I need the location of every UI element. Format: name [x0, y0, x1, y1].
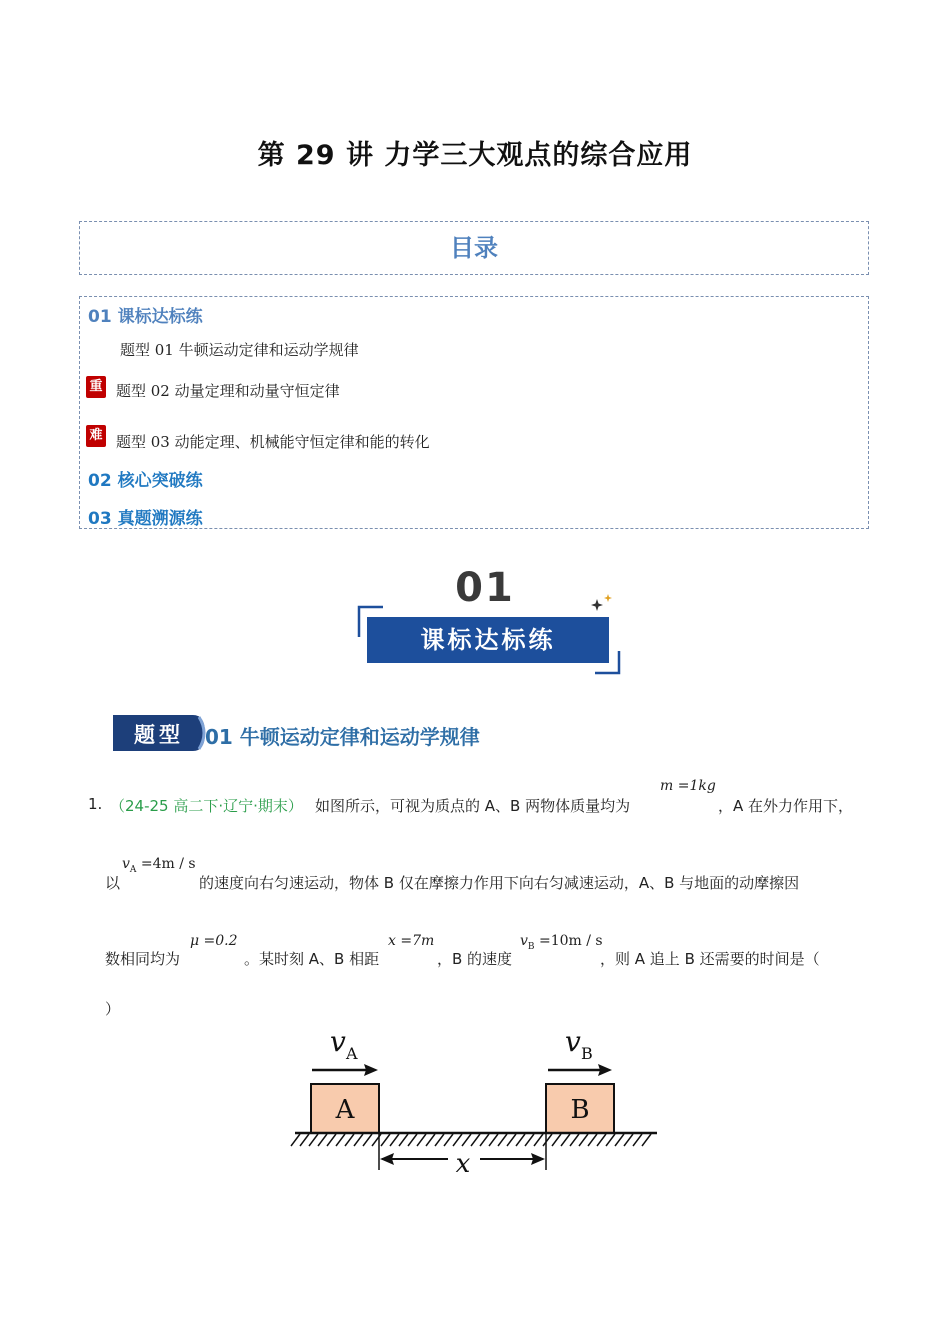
ground-hatch: [327, 1134, 336, 1146]
toc-section-01[interactable]: 01 课标达标练: [88, 307, 203, 327]
ground-hatch: [471, 1134, 480, 1146]
math-mu: [190, 933, 238, 949]
ground-hatch: [480, 1134, 489, 1146]
banner-number: 01: [455, 565, 515, 611]
question-number: 1.: [88, 795, 103, 813]
physics-figure: [290, 1025, 670, 1185]
section-banner: [355, 565, 625, 675]
math-va-value: =4m / s: [136, 856, 196, 872]
ground-hatch: [390, 1134, 399, 1146]
ground-hatch: [363, 1134, 372, 1146]
va-arrow-icon: [312, 1064, 378, 1076]
toc-box: [79, 296, 869, 529]
question-type-header: [113, 713, 613, 753]
vb-label: v: [565, 1025, 581, 1058]
banner-label: 课标达标练: [420, 626, 556, 654]
math-vb-sub: B: [527, 941, 535, 952]
question-line2-a: 以: [105, 874, 121, 892]
ground-hatch: [624, 1134, 633, 1146]
ground-hatch: [399, 1134, 408, 1146]
math-mass: [660, 778, 716, 794]
ground-hatch: [642, 1134, 651, 1146]
ground-hatch: [588, 1134, 597, 1146]
ground-hatch: [444, 1134, 453, 1146]
ground-hatch: [579, 1134, 588, 1146]
question-line4: ）: [105, 1000, 121, 1018]
ground-hatch: [606, 1134, 615, 1146]
va-sub: A: [346, 1044, 358, 1063]
ground-hatch: [534, 1134, 543, 1146]
ground-hatch: [633, 1134, 642, 1146]
ground-hatch: [570, 1134, 579, 1146]
ground-hatch: [453, 1134, 462, 1146]
question-line1-a: 如图所示，可视为质点的 A、B 两物体质量均为: [315, 797, 631, 815]
vb-arrow-icon: [548, 1064, 612, 1076]
block-a-label: A: [335, 1095, 355, 1125]
math-x: [388, 933, 434, 949]
ground-hatch: [408, 1134, 417, 1146]
ground-hatch: [597, 1134, 606, 1146]
important-tag-icon: 重: [86, 376, 106, 398]
math-va-sub: A: [129, 864, 137, 875]
ground-hatch: [525, 1134, 534, 1146]
math-va-symbol: v: [122, 856, 130, 872]
question-line1-b: ，A 在外力作用下，: [718, 797, 854, 815]
ground-hatch: [543, 1134, 552, 1146]
toc-section-02[interactable]: 02 核心突破练: [88, 471, 203, 491]
ground-hatch: [426, 1134, 435, 1146]
math-vb: [520, 933, 603, 952]
block-b-label: B: [570, 1095, 590, 1125]
math-va: [122, 856, 196, 875]
math-vb-value: =10m / s: [534, 933, 603, 949]
ground-hatch: [336, 1134, 345, 1146]
ground-hatch: [435, 1134, 444, 1146]
question-type-label: 01 牛顿运动定律和运动学规律: [205, 725, 480, 749]
ground-hatch: [300, 1134, 309, 1146]
math-mass-text: m =1kg: [660, 778, 716, 794]
ground-hatch: [516, 1134, 525, 1146]
ground-hatch: [507, 1134, 516, 1146]
toc-heading-box: [79, 221, 869, 275]
math-x-text: x =7m: [388, 933, 435, 949]
page-title: 第 29 讲 力学三大观点的综合应用: [257, 140, 693, 171]
question-source: （24-25 高二下·辽宁·期末）: [110, 797, 303, 815]
ground: [291, 1133, 657, 1146]
toc-item-03[interactable]: 题型 03 动能定理、机械能守恒定律和能的转化: [116, 433, 430, 451]
question-line3-d: ，则 A 追上 B 还需要的时间是（: [600, 950, 820, 968]
ground-hatch: [381, 1134, 390, 1146]
question-line3-a: 数相同均为: [105, 950, 181, 968]
question-type-badge: 题型: [134, 722, 184, 747]
toc-heading: 目录: [450, 234, 498, 262]
toc-item-01[interactable]: 题型 01 牛顿运动定律和运动学规律: [120, 341, 359, 359]
distance-label: x: [455, 1149, 471, 1179]
question-line3-b: 。某时刻 A、B 相距: [244, 950, 380, 968]
va-label: v: [330, 1025, 346, 1058]
math-mu-text: μ =0.2: [190, 933, 238, 949]
toc-section-03[interactable]: 03 真题溯源练: [88, 509, 203, 529]
ground-hatch: [552, 1134, 561, 1146]
ground-hatch: [561, 1134, 570, 1146]
ground-hatch: [309, 1134, 318, 1146]
ground-hatch: [354, 1134, 363, 1146]
ground-hatch: [417, 1134, 426, 1146]
difficult-tag-icon: 难: [86, 425, 106, 447]
toc-item-02[interactable]: 题型 02 动量定理和动量守恒定律: [116, 382, 340, 400]
ground-hatch: [498, 1134, 507, 1146]
ground-hatch: [462, 1134, 471, 1146]
ground-hatch: [318, 1134, 327, 1146]
ground-hatch: [489, 1134, 498, 1146]
ground-hatch: [345, 1134, 354, 1146]
question-line2-b: 的速度向右匀速运动，物体 B 仅在摩擦力作用下向右匀减速运动，A、B 与地面的动摩擦因: [199, 874, 800, 892]
ground-hatch: [291, 1134, 300, 1146]
math-vb-symbol: v: [520, 933, 528, 949]
question-line3-c: ，B 的速度: [437, 950, 513, 968]
vb-sub: B: [581, 1044, 593, 1063]
ground-hatch: [615, 1134, 624, 1146]
